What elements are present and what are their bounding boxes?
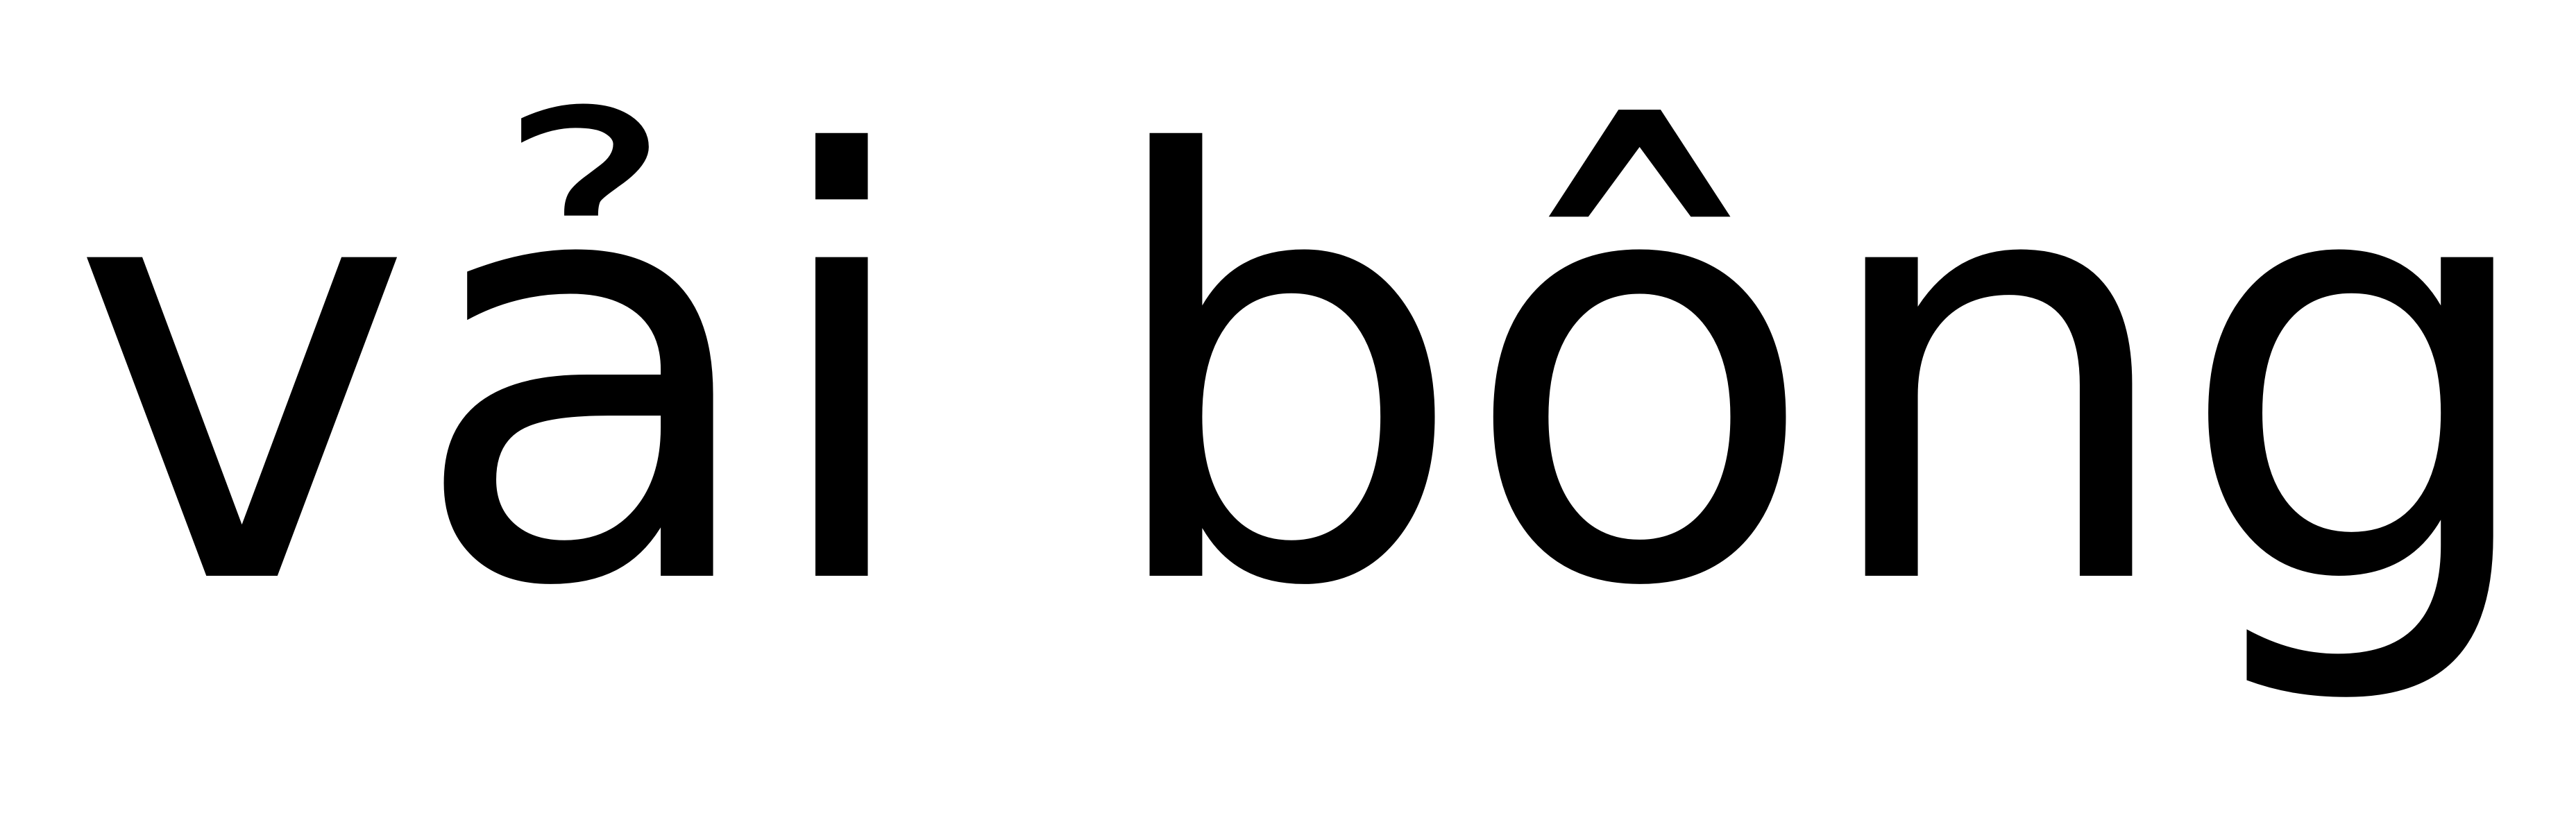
word-text: vải bông — [69, 35, 2541, 714]
